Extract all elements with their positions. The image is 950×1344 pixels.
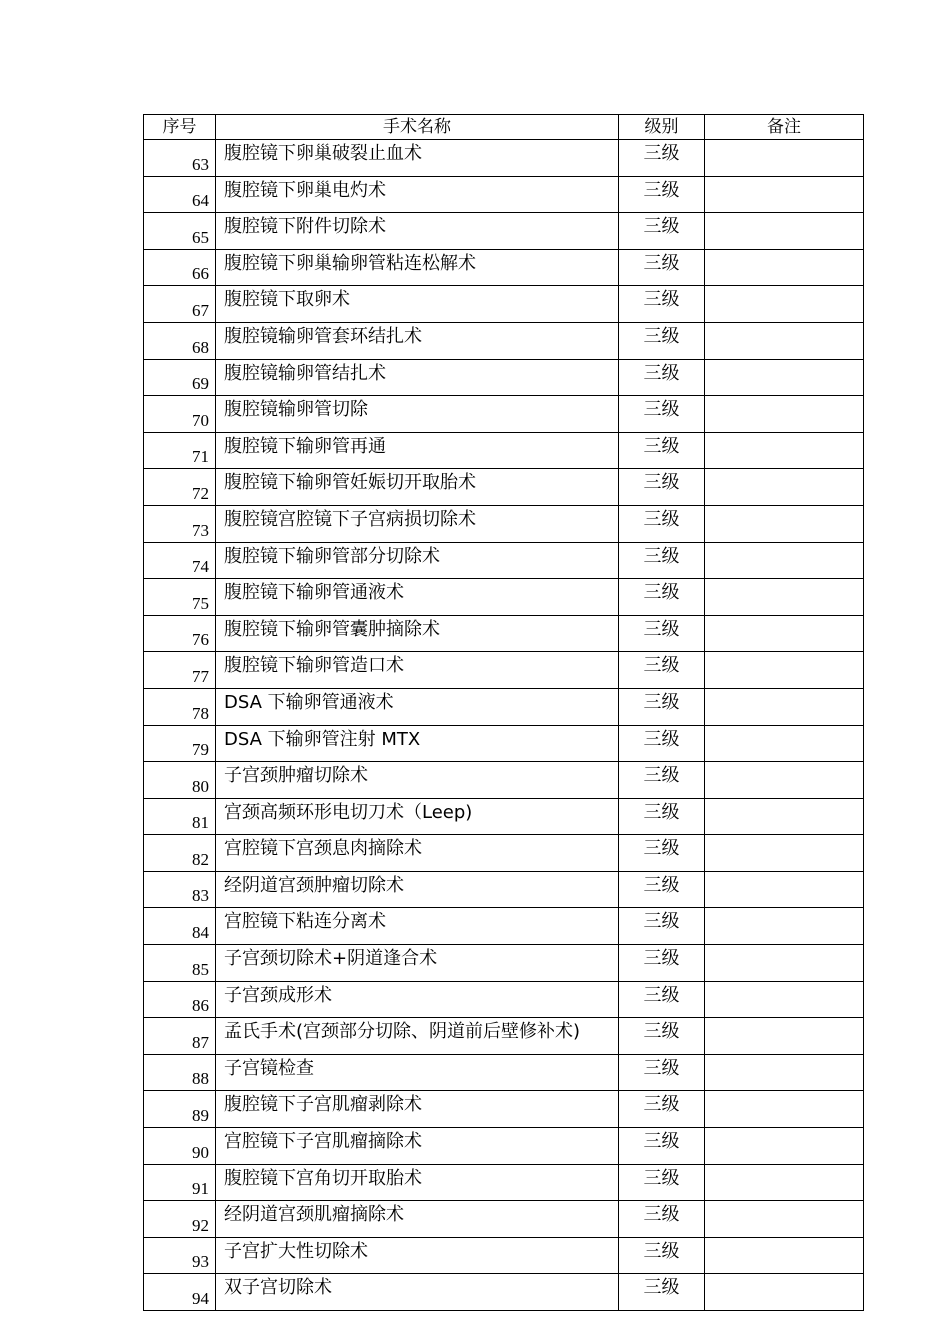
surgery-level: 三级 [619, 652, 705, 689]
row-number: 91 [144, 1164, 216, 1201]
table-row [144, 140, 864, 177]
remark-cell [705, 505, 864, 542]
remark-cell [705, 798, 864, 835]
row-number: 90 [144, 1128, 216, 1165]
remark-cell [705, 1201, 864, 1238]
surgery-level: 三级 [619, 176, 705, 213]
surgery-level: 三级 [619, 140, 705, 177]
remark-cell [705, 1091, 864, 1128]
surgery-level: 三级 [619, 688, 705, 725]
table-row [144, 1201, 864, 1238]
remark-cell [705, 1274, 864, 1311]
table-row [144, 1018, 864, 1055]
row-number: 87 [144, 1018, 216, 1055]
remark-cell [705, 469, 864, 506]
surgery-name: 腹腔镜下输卵管囊肿摘除术 [216, 615, 619, 652]
surgery-name: 腹腔镜输卵管套环结扎术 [216, 322, 619, 359]
surgery-level: 三级 [619, 396, 705, 433]
surgery-name: 子宫颈切除术+阴道逢合术 [216, 945, 619, 982]
table-row [144, 762, 864, 799]
row-number: 69 [144, 359, 216, 396]
row-number: 79 [144, 725, 216, 762]
surgery-name: 腹腔镜下卵巢电灼术 [216, 176, 619, 213]
surgery-level: 三级 [619, 505, 705, 542]
surgery-name: 子宫扩大性切除术 [216, 1237, 619, 1274]
surgery-name: 经阴道宫颈肿瘤切除术 [216, 871, 619, 908]
remark-cell [705, 359, 864, 396]
surgery-name: 腹腔镜下子宫肌瘤剥除术 [216, 1091, 619, 1128]
surgery-level: 三级 [619, 579, 705, 616]
remark-cell [705, 688, 864, 725]
row-number: 94 [144, 1274, 216, 1311]
remark-cell [705, 835, 864, 872]
table-row [144, 1237, 864, 1274]
table-row [144, 359, 864, 396]
table-row [144, 908, 864, 945]
table-row [144, 835, 864, 872]
surgery-name: 腹腔镜下卵巢输卵管粘连松解术 [216, 249, 619, 286]
table-row [144, 432, 864, 469]
surgery-level: 三级 [619, 1274, 705, 1311]
surgery-table [143, 114, 864, 1311]
table-row [144, 688, 864, 725]
table-row [144, 1128, 864, 1165]
row-number: 78 [144, 688, 216, 725]
surgery-level: 三级 [619, 725, 705, 762]
row-number: 92 [144, 1201, 216, 1238]
table-body [144, 140, 864, 1311]
table-row [144, 396, 864, 433]
header-no: 序号 [144, 115, 216, 140]
row-number: 73 [144, 505, 216, 542]
remark-cell [705, 286, 864, 323]
remark-cell [705, 542, 864, 579]
surgery-name: 腹腔镜下卵巢破裂止血术 [216, 140, 619, 177]
table-row [144, 725, 864, 762]
row-number: 80 [144, 762, 216, 799]
surgery-name: 腹腔镜宫腔镜下子宫病损切除术 [216, 505, 619, 542]
surgery-name: 腹腔镜下输卵管妊娠切开取胎术 [216, 469, 619, 506]
table-row [144, 249, 864, 286]
table-header [144, 115, 864, 140]
remark-cell [705, 432, 864, 469]
row-number: 67 [144, 286, 216, 323]
surgery-level: 三级 [619, 542, 705, 579]
surgery-level: 三级 [619, 1237, 705, 1274]
surgery-name: 宫腔镜下宫颈息肉摘除术 [216, 835, 619, 872]
row-number: 65 [144, 213, 216, 250]
surgery-level: 三级 [619, 1201, 705, 1238]
remark-cell [705, 249, 864, 286]
surgery-name: 腹腔镜下取卵术 [216, 286, 619, 323]
table-row [144, 1054, 864, 1091]
header-name: 手术名称 [216, 115, 619, 140]
surgery-level: 三级 [619, 945, 705, 982]
row-number: 74 [144, 542, 216, 579]
remark-cell [705, 579, 864, 616]
table-row [144, 542, 864, 579]
remark-cell [705, 322, 864, 359]
surgery-name: 腹腔镜输卵管切除 [216, 396, 619, 433]
surgery-name: 宫颈高频环形电切刀术（Leep) [216, 798, 619, 835]
table-row [144, 1091, 864, 1128]
surgery-name: DSA 下输卵管通液术 [216, 688, 619, 725]
surgery-level: 三级 [619, 762, 705, 799]
surgery-name: DSA 下输卵管注射 MTX [216, 725, 619, 762]
remark-cell [705, 871, 864, 908]
remark-cell [705, 652, 864, 689]
surgery-name: 腹腔镜下输卵管造口术 [216, 652, 619, 689]
surgery-name: 子宫镜检查 [216, 1054, 619, 1091]
surgery-name: 腹腔镜输卵管结扎术 [216, 359, 619, 396]
row-number: 83 [144, 871, 216, 908]
surgery-name: 腹腔镜下输卵管再通 [216, 432, 619, 469]
table-row [144, 579, 864, 616]
surgery-level: 三级 [619, 213, 705, 250]
table-row [144, 469, 864, 506]
surgery-level: 三级 [619, 615, 705, 652]
table-row [144, 981, 864, 1018]
remark-cell [705, 213, 864, 250]
table-row [144, 286, 864, 323]
row-number: 72 [144, 469, 216, 506]
surgery-name: 宫腔镜下粘连分离术 [216, 908, 619, 945]
table-row [144, 213, 864, 250]
surgery-level: 三级 [619, 1018, 705, 1055]
surgery-level: 三级 [619, 871, 705, 908]
surgery-level: 三级 [619, 798, 705, 835]
row-number: 89 [144, 1091, 216, 1128]
table-row [144, 322, 864, 359]
table-row [144, 615, 864, 652]
table-row [144, 176, 864, 213]
surgery-level: 三级 [619, 1164, 705, 1201]
surgery-name: 双子宫切除术 [216, 1274, 619, 1311]
row-number: 75 [144, 579, 216, 616]
row-number: 77 [144, 652, 216, 689]
row-number: 76 [144, 615, 216, 652]
row-number: 63 [144, 140, 216, 177]
surgery-name: 腹腔镜下输卵管部分切除术 [216, 542, 619, 579]
table-row [144, 798, 864, 835]
surgery-level: 三级 [619, 1128, 705, 1165]
surgery-level: 三级 [619, 359, 705, 396]
surgery-name: 腹腔镜下输卵管通液术 [216, 579, 619, 616]
remark-cell [705, 945, 864, 982]
remark-cell [705, 1054, 864, 1091]
row-number: 70 [144, 396, 216, 433]
remark-cell [705, 725, 864, 762]
surgery-level: 三级 [619, 286, 705, 323]
table-row [144, 945, 864, 982]
table-row [144, 1274, 864, 1311]
row-number: 71 [144, 432, 216, 469]
table-row [144, 652, 864, 689]
row-number: 81 [144, 798, 216, 835]
row-number: 64 [144, 176, 216, 213]
surgery-name: 腹腔镜下宫角切开取胎术 [216, 1164, 619, 1201]
row-number: 85 [144, 945, 216, 982]
row-number: 93 [144, 1237, 216, 1274]
surgery-name: 经阴道宫颈肌瘤摘除术 [216, 1201, 619, 1238]
surgery-level: 三级 [619, 1054, 705, 1091]
table-row [144, 871, 864, 908]
row-number: 84 [144, 908, 216, 945]
row-number: 88 [144, 1054, 216, 1091]
row-number: 68 [144, 322, 216, 359]
row-number: 66 [144, 249, 216, 286]
surgery-name: 宫腔镜下子宫肌瘤摘除术 [216, 1128, 619, 1165]
surgery-level: 三级 [619, 1091, 705, 1128]
remark-cell [705, 981, 864, 1018]
surgery-level: 三级 [619, 432, 705, 469]
table-row [144, 1164, 864, 1201]
table-row [144, 505, 864, 542]
surgery-level: 三级 [619, 322, 705, 359]
header-level: 级别 [619, 115, 705, 140]
surgery-level: 三级 [619, 249, 705, 286]
remark-cell [705, 615, 864, 652]
remark-cell [705, 1128, 864, 1165]
remark-cell [705, 176, 864, 213]
remark-cell [705, 762, 864, 799]
surgery-name: 子宫颈肿瘤切除术 [216, 762, 619, 799]
surgery-level: 三级 [619, 908, 705, 945]
surgery-name: 孟氏手术(宫颈部分切除、阴道前后壁修补术) [216, 1018, 619, 1055]
remark-cell [705, 1018, 864, 1055]
surgery-level: 三级 [619, 835, 705, 872]
surgery-name: 子宫颈成形术 [216, 981, 619, 1018]
surgery-level: 三级 [619, 981, 705, 1018]
remark-cell [705, 1164, 864, 1201]
surgery-name: 腹腔镜下附件切除术 [216, 213, 619, 250]
remark-cell [705, 908, 864, 945]
remark-cell [705, 396, 864, 433]
row-number: 86 [144, 981, 216, 1018]
header-remark: 备注 [705, 115, 864, 140]
remark-cell [705, 1237, 864, 1274]
header-row [144, 115, 864, 140]
surgery-level: 三级 [619, 469, 705, 506]
remark-cell [705, 140, 864, 177]
row-number: 82 [144, 835, 216, 872]
